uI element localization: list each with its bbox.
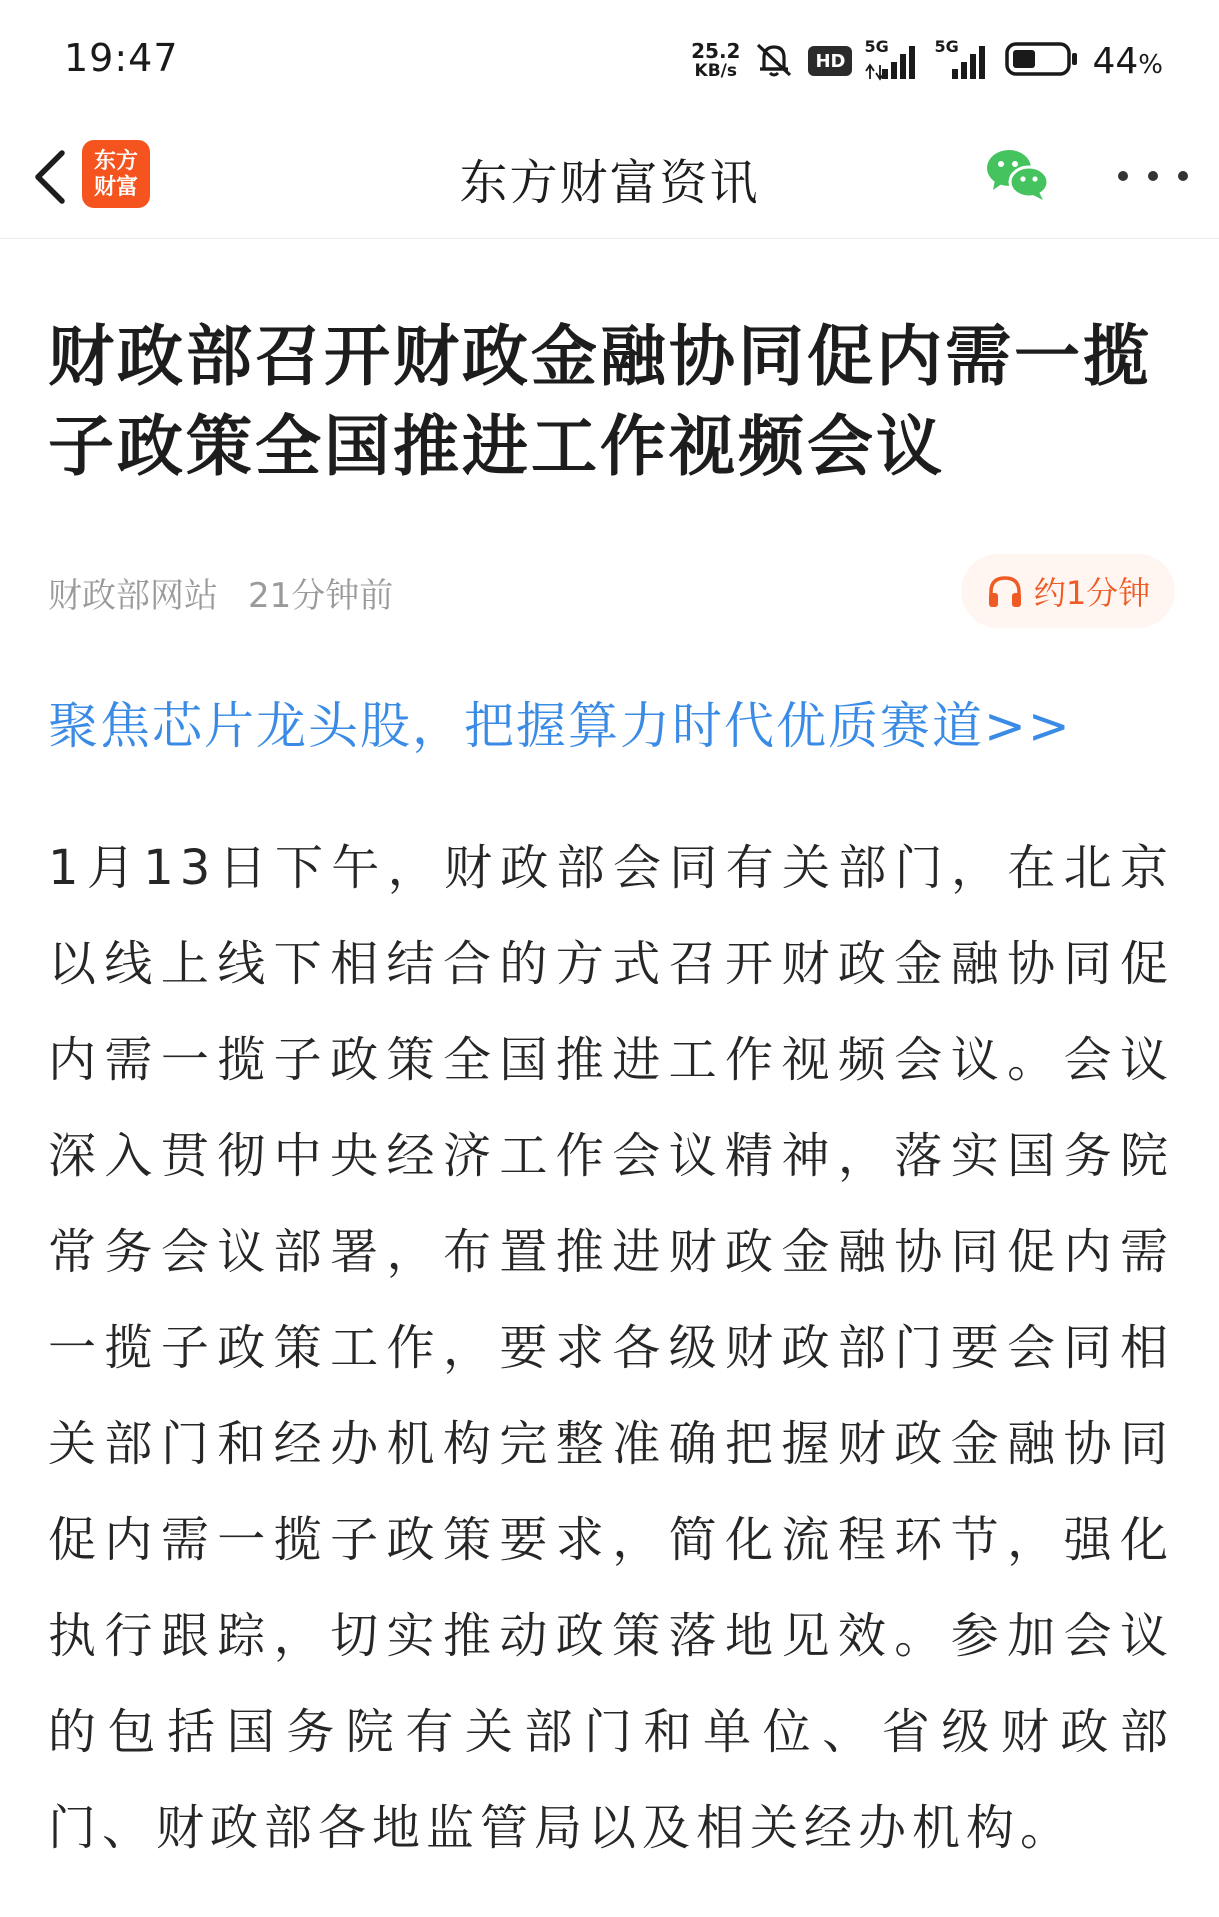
promo-link[interactable]: 聚焦芯片龙头股，把握算力时代优质赛道>>: [48, 697, 1072, 755]
bell-off-icon: [752, 39, 796, 83]
article-source[interactable]: 财政部网站: [48, 576, 218, 616]
headphones-icon: [986, 573, 1024, 609]
status-bar: [0, 0, 1219, 120]
app-header: [0, 120, 1219, 239]
wechat-icon: [985, 144, 1051, 204]
article-body: 1月13日下午，财政部会同有关部门，在北京以线上线下相结合的方式召开财政金融协同促内需一揽子政策全国推进工作视频会议。会议深入贯彻中央经济工作会议精神，落实国务院常务会议部署，布置推进财政金融协同促内需一揽子政策工作，要求各级财政部门要会同相关部门和经办机构完整准确把握财政金融协同促内需一揽子政策要求，简化流程环节，强化执行跟踪，切实推动政策落地见效。参加会议的包括国务院有关部门和单位、省级财政部门、财政部各地监管局以及相关经办机构。: [48, 840, 1174, 1856]
listen-duration-label: 约1分钟: [1033, 574, 1151, 612]
network-speed: [691, 41, 740, 81]
status-time: 19:47: [64, 36, 179, 80]
hd-voice-badge: HD: [808, 46, 852, 76]
listen-audio-button[interactable]: [961, 554, 1175, 628]
more-options-button[interactable]: [1108, 156, 1198, 196]
sim1-network-label: 5G: [864, 37, 889, 56]
wechat-share-button[interactable]: [985, 144, 1051, 204]
signal-bars-icon: [864, 37, 922, 81]
signal-bars-icon-sim2: [934, 37, 992, 81]
network-speed-value: 25.2: [691, 39, 741, 63]
sim2-network-label: 5G: [934, 37, 959, 56]
battery-percent-value: 44: [1092, 40, 1139, 82]
page-title: 东方财富资讯: [459, 155, 760, 211]
article-time: 21分钟前: [248, 576, 394, 616]
article-meta: [48, 568, 393, 617]
battery-percent: [1092, 41, 1163, 82]
more-dots-icon: [1108, 156, 1198, 196]
brand-logo-line1: 东方: [93, 148, 138, 174]
article-title: 财政部召开财政金融协同促内需一揽子政策全国推进工作视频会议: [48, 318, 1152, 485]
battery-percent-unit: %: [1138, 49, 1163, 80]
status-icons: [691, 38, 1163, 84]
brand-logo-line2: 财富: [93, 174, 138, 200]
network-speed-unit: KB/s: [694, 61, 738, 81]
battery-icon: [1004, 40, 1080, 82]
